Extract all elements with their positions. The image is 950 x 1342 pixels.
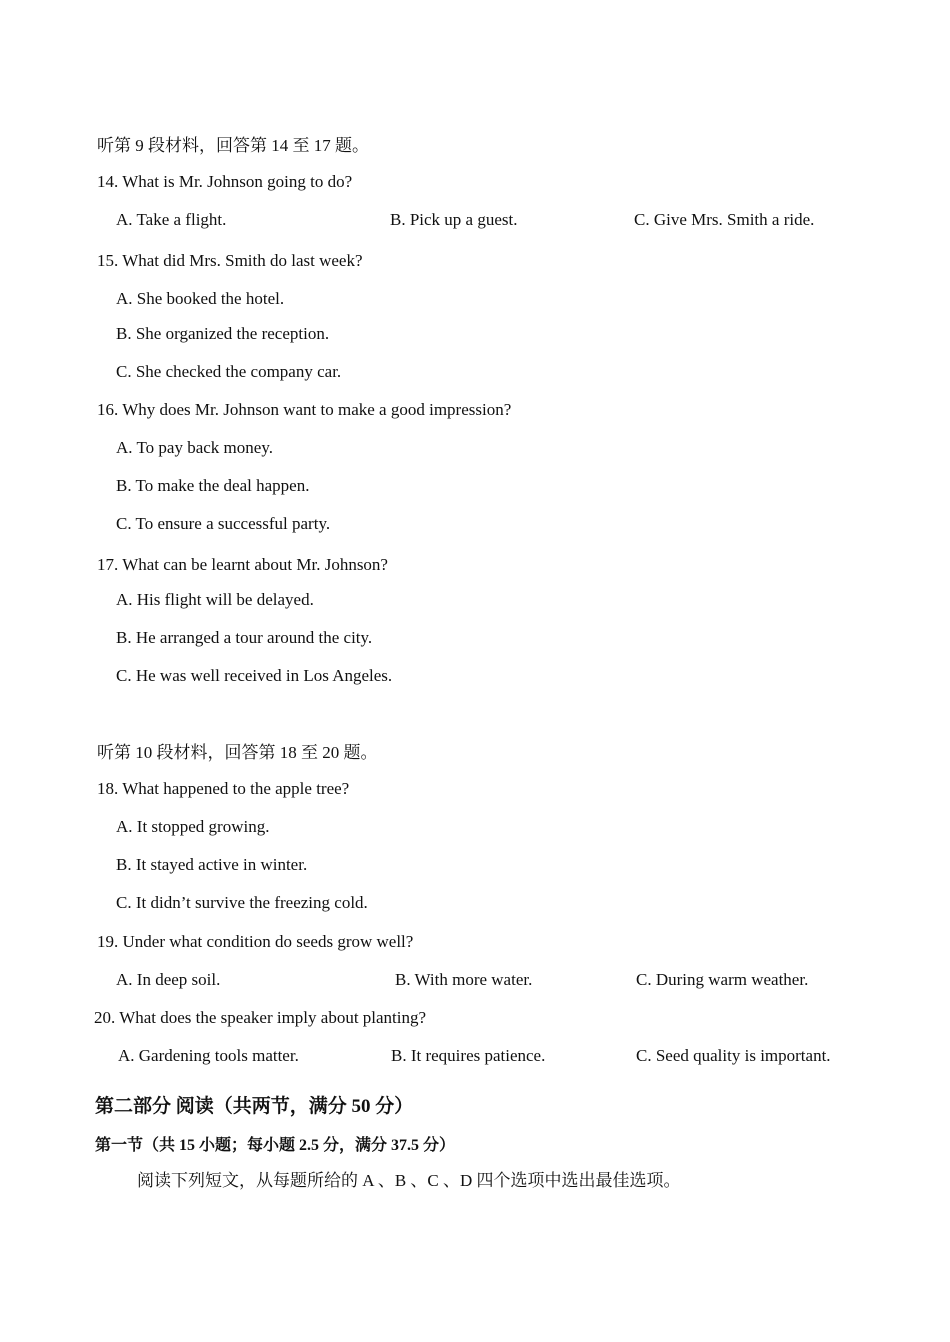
q18-option-b: B. It stayed active in winter. (116, 855, 308, 874)
part2-instruction: 阅读下列短文，从每题所给的 A 、B 、C 、D 四个选项中选出最佳选项。 (137, 1171, 681, 1190)
q16-option-c: C. To ensure a successful party. (116, 514, 331, 533)
q17-option-a: A. His flight will be delayed. (116, 590, 314, 609)
q14-option-b: B. Pick up a guest. (390, 210, 518, 229)
q19-option-c: C. During warm weather. (636, 970, 809, 989)
q19-option-b: B. With more water. (395, 970, 533, 989)
q20-text: 20. What does the speaker imply about planting? (94, 1008, 427, 1027)
part2-title: 第二部分 阅读（共两节，满分 50 分） (95, 1096, 414, 1117)
q18-text: 18. What happened to the apple tree? (97, 779, 350, 798)
section9-intro: 听第 9 段材料，回答第 14 至 17 题。 (97, 136, 369, 155)
q15-option-b: B. She organized the reception. (116, 324, 330, 343)
q15-option-c: C. She checked the company car. (116, 362, 342, 381)
q17-option-b: B. He arranged a tour around the city. (116, 628, 373, 647)
q16-option-a: A. To pay back money. (116, 438, 273, 457)
q16-text: 16. Why does Mr. Johnson want to make a good impression? (97, 400, 512, 419)
q20-option-b: B. It requires patience. (391, 1046, 546, 1065)
q19-option-a: A. In deep soil. (116, 970, 221, 989)
q18-option-c: C. It didn’t survive the freezing cold. (116, 893, 368, 912)
q19-text: 19. Under what condition do seeds grow well? (97, 932, 414, 951)
q15-text: 15. What did Mrs. Smith do last week? (97, 251, 363, 270)
q18-option-a: A. It stopped growing. (116, 817, 270, 836)
q20-option-c: C. Seed quality is important. (636, 1046, 831, 1065)
q15-option-a: A. She booked the hotel. (116, 289, 285, 308)
q14-option-a: A. Take a flight. (116, 210, 227, 229)
q20-option-a: A. Gardening tools matter. (118, 1046, 299, 1065)
section10-intro: 听第 10 段材料，回答第 18 至 20 题。 (97, 743, 378, 762)
q14-option-c: C. Give Mrs. Smith a ride. (634, 210, 815, 229)
q17-option-c: C. He was well received in Los Angeles. (116, 666, 393, 685)
q14-text: 14. What is Mr. Johnson going to do? (97, 172, 353, 191)
q16-option-b: B. To make the deal happen. (116, 476, 310, 495)
part2-section1-title: 第一节（共 15 小题；每小题 2.5 分，满分 37.5 分） (95, 1137, 456, 1154)
q17-text: 17. What can be learnt about Mr. Johnson? (97, 555, 388, 574)
